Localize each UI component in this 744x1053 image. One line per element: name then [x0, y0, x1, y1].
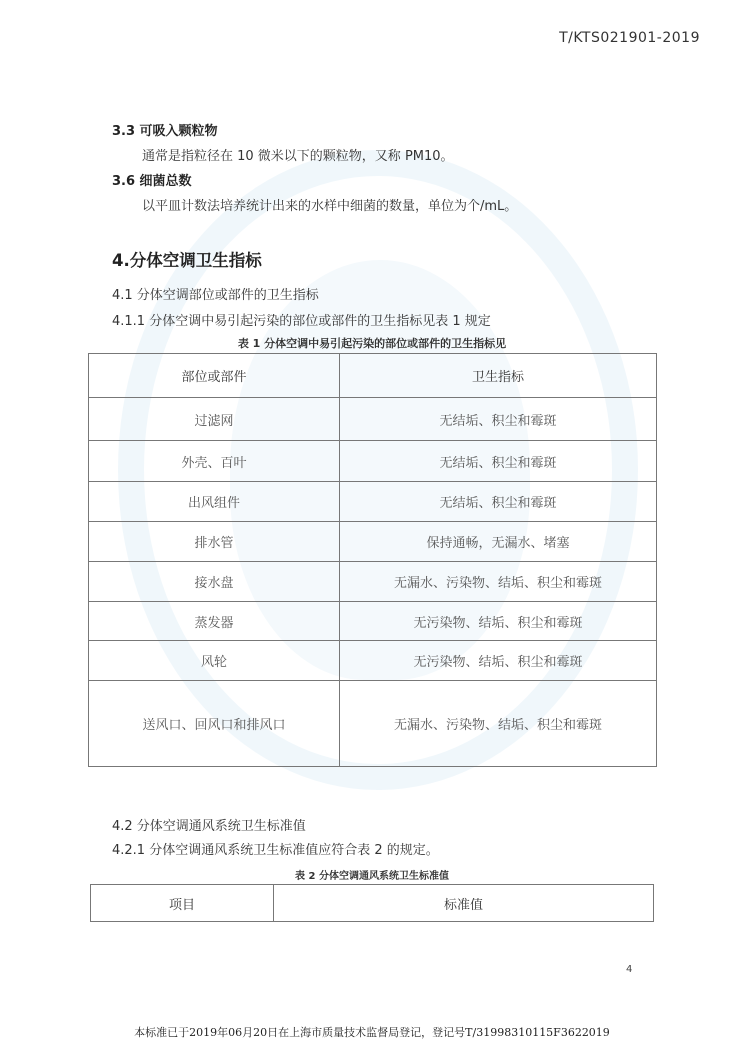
registration-footer: 本标准已于2019年06月20日在上海市质量技术监督局登记，登记号T/31998310115F3622019: [134, 1026, 610, 1039]
table-cell-criterion: 无漏水、污染物、结垢、积尘和霉斑: [340, 681, 657, 767]
table-cell-criterion: 无漏水、污染物、结垢、积尘和霉斑: [340, 562, 657, 602]
table-header-cell: 标准值: [274, 885, 654, 922]
table-2: [90, 884, 654, 922]
table-row: [89, 681, 657, 767]
table-cell-part: 排水管: [89, 522, 340, 562]
table-cell-part: 蒸发器: [89, 602, 340, 641]
table-cell-criterion: 无结垢、积尘和霉斑: [340, 441, 657, 482]
section-3-3-body: 通常是指粒径在 10 微米以下的颗粒物，又称 PM10。: [142, 149, 454, 164]
table-cell-part: 风轮: [89, 641, 340, 681]
section-3-6-body: 以平皿计数法培养统计出来的水样中细菌的数量，单位为个/mL。: [142, 199, 518, 214]
section-4-2-1-title: 4.2.1 分体空调通风系统卫生标准值应符合表 2 的规定。: [112, 843, 439, 858]
table-row: [89, 522, 657, 562]
table-row: [89, 602, 657, 641]
section-4-title: 4.分体空调卫生指标: [112, 251, 262, 270]
table-cell-criterion: 无污染物、结垢、积尘和霉斑: [340, 602, 657, 641]
table-cell-part: 接水盘: [89, 562, 340, 602]
table-1: [88, 353, 657, 767]
table-row: [89, 441, 657, 482]
section-4-1-title: 4.1 分体空调部位或部件的卫生指标: [112, 288, 319, 303]
section-3-3-title: 3.3 可吸入颗粒物: [112, 124, 218, 139]
table-cell-part: 出风组件: [89, 482, 340, 522]
table-header-cell: 项目: [91, 885, 274, 922]
section-4-1-1-title: 4.1.1 分体空调中易引起污染的部位或部件的卫生指标见表 1 规定: [112, 314, 491, 329]
document-id: T/KTS021901-2019: [559, 30, 700, 46]
table-2-caption: 表 2 分体空调通风系统卫生标准值: [295, 871, 449, 882]
table-1-caption: 表 1 分体空调中易引起污染的部位或部件的卫生指标见: [237, 337, 507, 350]
table-row: [89, 562, 657, 602]
table-cell-criterion: 无结垢、积尘和霉斑: [340, 482, 657, 522]
table-cell-part: 外壳、百叶: [89, 441, 340, 482]
table-row: [89, 641, 657, 681]
table-header-row: [91, 885, 654, 922]
section-3-6-title: 3.6 细菌总数: [112, 174, 192, 189]
table-cell-criterion: 无结垢、积尘和霉斑: [340, 398, 657, 441]
table-cell-part: 送风口、回风口和排风口: [89, 681, 340, 767]
table-header-cell: 卫生指标: [340, 354, 657, 398]
table-cell-part: 过滤网: [89, 398, 340, 441]
table-row: [89, 482, 657, 522]
table-cell-criterion: 无污染物、结垢、积尘和霉斑: [340, 641, 657, 681]
table-row: [89, 398, 657, 441]
section-4-2-title: 4.2 分体空调通风系统卫生标准值: [112, 819, 306, 834]
table-cell-criterion: 保持通畅，无漏水、堵塞: [340, 522, 657, 562]
page-number: 4: [626, 964, 633, 975]
table-header-cell: 部位或部件: [89, 354, 340, 398]
table-header-row: [89, 354, 657, 398]
